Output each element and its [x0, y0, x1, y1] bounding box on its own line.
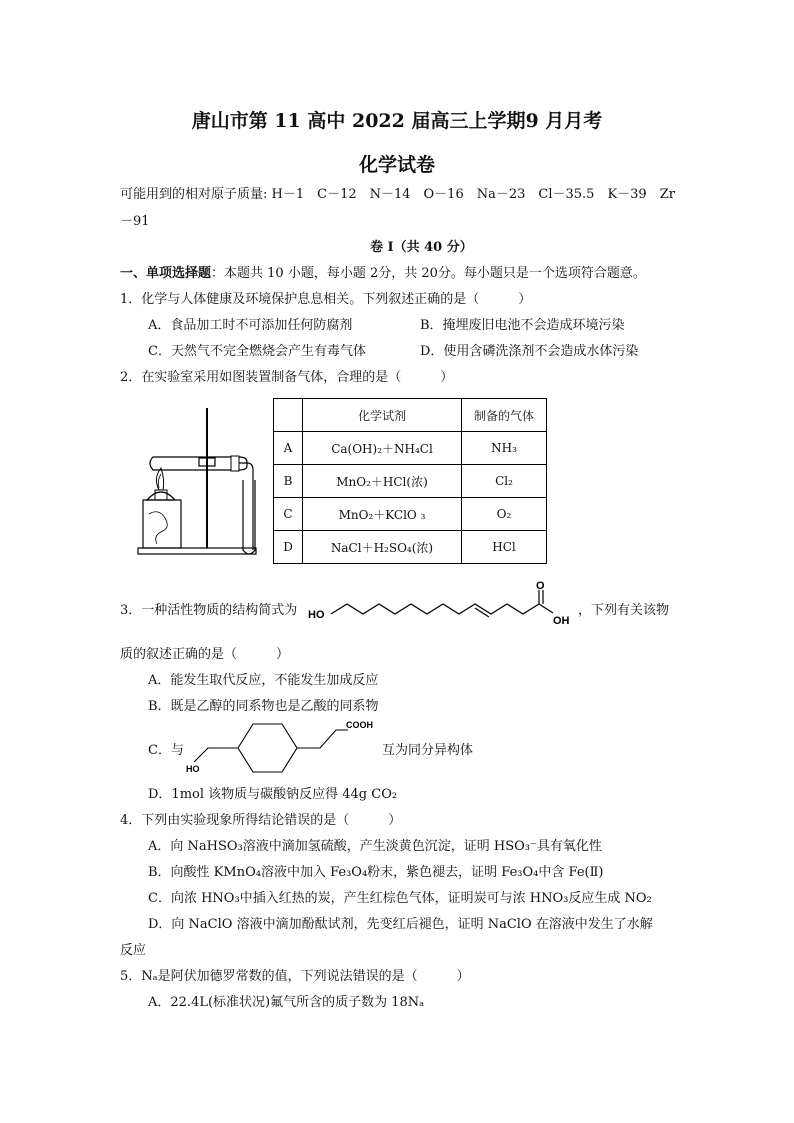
- q3-stem-post: ，下列有关该物: [578, 603, 670, 618]
- table-header-cell: 化学试剂: [303, 399, 462, 432]
- page-subtitle: 化学试卷: [358, 154, 435, 176]
- q4-option-d-line2: 反应: [120, 943, 147, 958]
- table-cell: HCl: [462, 531, 547, 564]
- q5-option-a: A．22.4L(标准状况)氟气所含的质子数为 18Nₐ: [148, 995, 425, 1010]
- table-cell: Cl₂: [462, 465, 547, 498]
- table-cell: MnO₂＋KClO ₃: [303, 498, 462, 531]
- q4-option-a: A．向 NaHSO₃溶液中滴加氢硫酸，产生淡黄色沉淀，证明 HSO₃⁻具有氧化性: [148, 839, 602, 854]
- q1-option-c: C．天然气不完全燃烧会产生有毒气体: [148, 344, 366, 359]
- struct-label-ho2: HO: [186, 764, 200, 774]
- table-header-row: [274, 399, 547, 432]
- q3-option-c-post: 互为同分异构体: [382, 743, 474, 758]
- q1-stem: 1．化学与人体健康及环境保护息息相关。下列叙述正确的是（ ）: [120, 292, 532, 307]
- cyclohexane-structure: [180, 712, 380, 778]
- page-title: 唐山市第 11 高中 2022 届高三上学期9 月月考: [191, 110, 603, 132]
- struct-label-o: O: [536, 580, 545, 592]
- table-row: [274, 531, 547, 564]
- table-cell: D: [274, 531, 303, 564]
- table-row: [274, 432, 547, 465]
- table-cell: A: [274, 432, 303, 465]
- q4-option-c: C．向浓 HNO₃中插入红热的炭，产生红棕色气体，证明炭可与浓 HNO₃反应生成 NO₂: [148, 891, 652, 906]
- struct-label-cooh: COOH: [346, 720, 373, 730]
- q1-option-a: A．食品加工时不可添加任何防腐剂: [148, 318, 353, 333]
- q4-stem: 4．下列由实验现象所得结论错误的是（ ）: [120, 813, 402, 828]
- table-cell: NH₃: [462, 432, 547, 465]
- struct-label-oh: OH: [553, 615, 570, 627]
- q3-option-a: A．能发生取代反应，不能发生加成反应: [148, 673, 379, 688]
- q2-stem: 2．在实验室采用如图装置制备气体，合理的是（ ）: [120, 370, 454, 385]
- table-cell: MnO₂＋HCl(浓): [303, 465, 462, 498]
- table-cell: B: [274, 465, 303, 498]
- q1-option-b: B．掩埋废旧电池不会造成环境污染: [420, 318, 625, 333]
- table-cell: O₂: [462, 498, 547, 531]
- table-row: [274, 465, 547, 498]
- atomic-masses-line1: 可能用到的相对原子质量: H－1 C－12 N－14 O－16 Na－23 Cl－35.5 K－39 Zr: [120, 187, 675, 202]
- part1-desc: ：本题共 10 小题，每小题 2分，共 20分。每小题只是一个选项符合题意。: [211, 266, 646, 281]
- skeletal-formula-structure: [305, 578, 585, 634]
- q3-option-d: D．1mol 该物质与碳酸钠反应得 44g CO₂: [148, 787, 398, 802]
- atomic-masses-line2: －91: [120, 214, 150, 229]
- table-header-cell: [274, 399, 303, 432]
- q3-option-c-pre: C．与: [148, 743, 184, 758]
- table-cell: C: [274, 498, 303, 531]
- q4-option-d-line1: D．向 NaClO 溶液中滴加酚酞试剂，先变红后褪色，证明 NaClO 在溶液中发生了水解: [148, 917, 653, 932]
- part1-label: 一、单项选择题: [120, 266, 212, 281]
- q3-option-b: B．既是乙醇的同系物也是乙酸的同系物: [148, 699, 379, 714]
- lab-apparatus-illustration: [135, 400, 265, 560]
- q5-stem: 5．Nₐ是阿伏加德罗常数的值，下列说法错误的是（ ）: [120, 969, 470, 984]
- q1-option-d: D．使用含磷洗涤剂不会造成水体污染: [420, 344, 639, 359]
- part1-heading: [120, 262, 646, 281]
- section-header: 卷 I（共 40 分）: [370, 240, 473, 255]
- table-cell: Ca(OH)₂＋NH₄Cl: [303, 432, 462, 465]
- q2-reagent-table: [273, 398, 547, 564]
- table-cell: NaCl＋H₂SO₄(浓): [303, 531, 462, 564]
- table-row: [274, 498, 547, 531]
- table-header-cell: 制备的气体: [462, 399, 547, 432]
- q3-stem-line2: 质的叙述正确的是（ ）: [120, 647, 290, 662]
- q3-stem-pre: 3．一种活性物质的结构简式为: [120, 603, 298, 618]
- q4-option-b: B．向酸性 KMnO₄溶液中加入 Fe₃O₄粉末，紫色褪去，证明 Fe₃O₄中含 Fe(Ⅱ): [148, 865, 604, 880]
- struct-label-ho: HO: [308, 609, 325, 621]
